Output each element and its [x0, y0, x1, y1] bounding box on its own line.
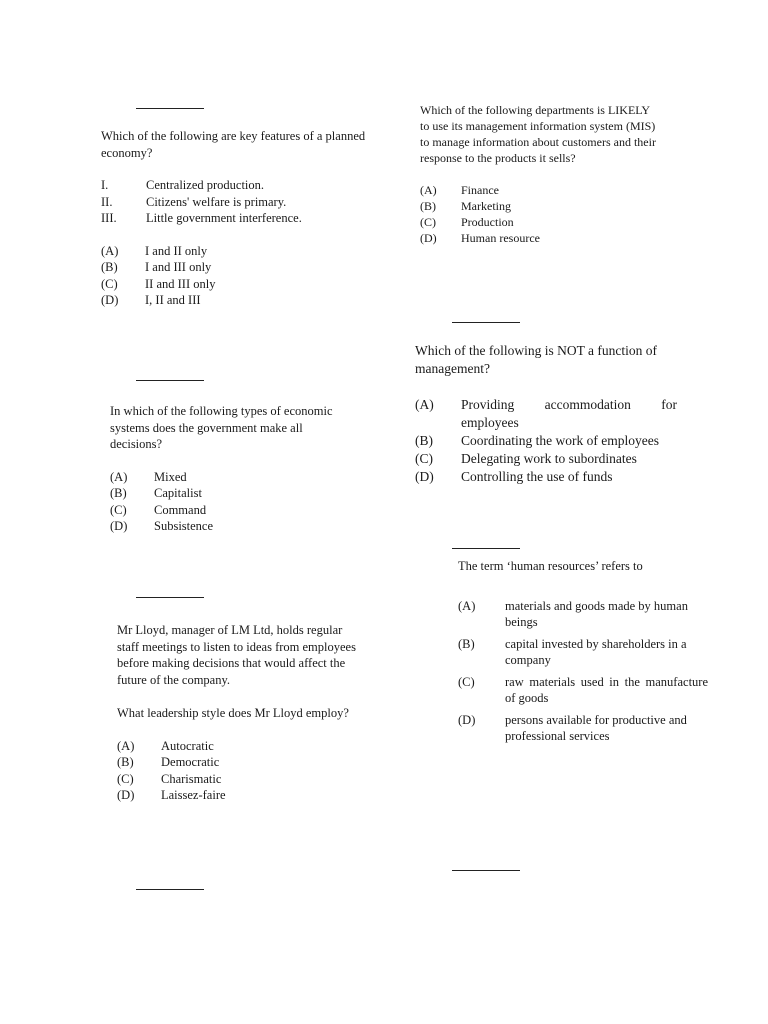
statement: III. Little government interference. [101, 211, 302, 225]
question-stem: Which of the following are key features of a planned economy? [101, 129, 366, 160]
answer-blank-line [452, 548, 520, 549]
question-stem: In which of the following types of economic systems does the government make all decisions? [110, 404, 333, 451]
option-list [101, 243, 376, 309]
answer-option: (A) Providing accommodation for employees [415, 397, 677, 430]
answer-option: (B) Democratic [117, 755, 220, 769]
answer-option: (A) Finance [420, 183, 499, 197]
question-stem: Mr Lloyd, manager of LM Ltd, holds regular staff meetings to listen to ideas from employees before making decisions that would affect the future of the company. [117, 623, 356, 687]
answer-option: (C) Delegating work to subordinates [415, 451, 637, 466]
answer-option: (B) Coordinating the work of employees [415, 433, 659, 448]
answer-option: (A) I and II only [101, 243, 208, 258]
answer-option: (B) capital invested by shareholders in a company [458, 637, 687, 667]
question-human-resources [458, 558, 708, 744]
answer-blank-line [136, 380, 204, 381]
option-list [458, 598, 708, 744]
question-economic-systems [110, 403, 355, 535]
answer-blank-line [452, 870, 520, 871]
question-stem: Which of the following departments is LIKELY to use its management information system (MIS) to manage information about customers and their response to the products it sells? [420, 103, 656, 165]
answer-option: (D) Controlling the use of funds [415, 469, 613, 484]
question-planned-economy [101, 128, 376, 309]
answer-option: (B) Marketing [420, 199, 511, 213]
answer-option: (C) Production [420, 215, 514, 229]
answer-option: (B) I and III only [101, 260, 212, 274]
question-leadership-style [117, 622, 362, 804]
answer-blank-line [452, 322, 520, 323]
answer-blank-line [136, 597, 204, 598]
answer-option: (C) raw materials used in the manufacture of goods [458, 675, 708, 705]
answer-blank-line [136, 108, 204, 109]
question-stem: Which of the following is NOT a function of management? [415, 343, 657, 376]
answer-option: (A) Autocratic [117, 738, 214, 753]
answer-option: (D) Laissez-faire [117, 788, 226, 802]
question-management-function [415, 342, 677, 486]
answer-option: (C) Charismatic [117, 771, 222, 786]
answer-option: (D) I, II and III [101, 293, 201, 307]
question-stem: The term ‘human resources’ refers to [458, 559, 643, 573]
statement: II. Citizens' welfare is primary. [101, 194, 287, 209]
statement: I. Centralized production. [101, 178, 265, 192]
answer-option: (C) II and III only [101, 276, 216, 291]
option-list [117, 738, 362, 804]
answer-option: (D) Subsistence [110, 519, 214, 533]
question-mis-department [420, 102, 658, 246]
statement-list [101, 177, 376, 227]
option-list [415, 396, 677, 486]
answer-blank-line [136, 889, 204, 890]
answer-option: (C) Command [110, 502, 207, 517]
question-stem-followup: What leadership style does Mr Lloyd employ? [117, 706, 349, 720]
answer-option: (A) materials and goods made by human beings [458, 599, 688, 629]
answer-option: (B) Capitalist [110, 486, 202, 500]
answer-option: (A) Mixed [110, 469, 187, 484]
option-list [110, 469, 355, 535]
answer-option: (D) Human resource [420, 231, 540, 245]
answer-option: (D) persons available for productive and professional services [458, 713, 687, 743]
option-list [420, 182, 658, 246]
